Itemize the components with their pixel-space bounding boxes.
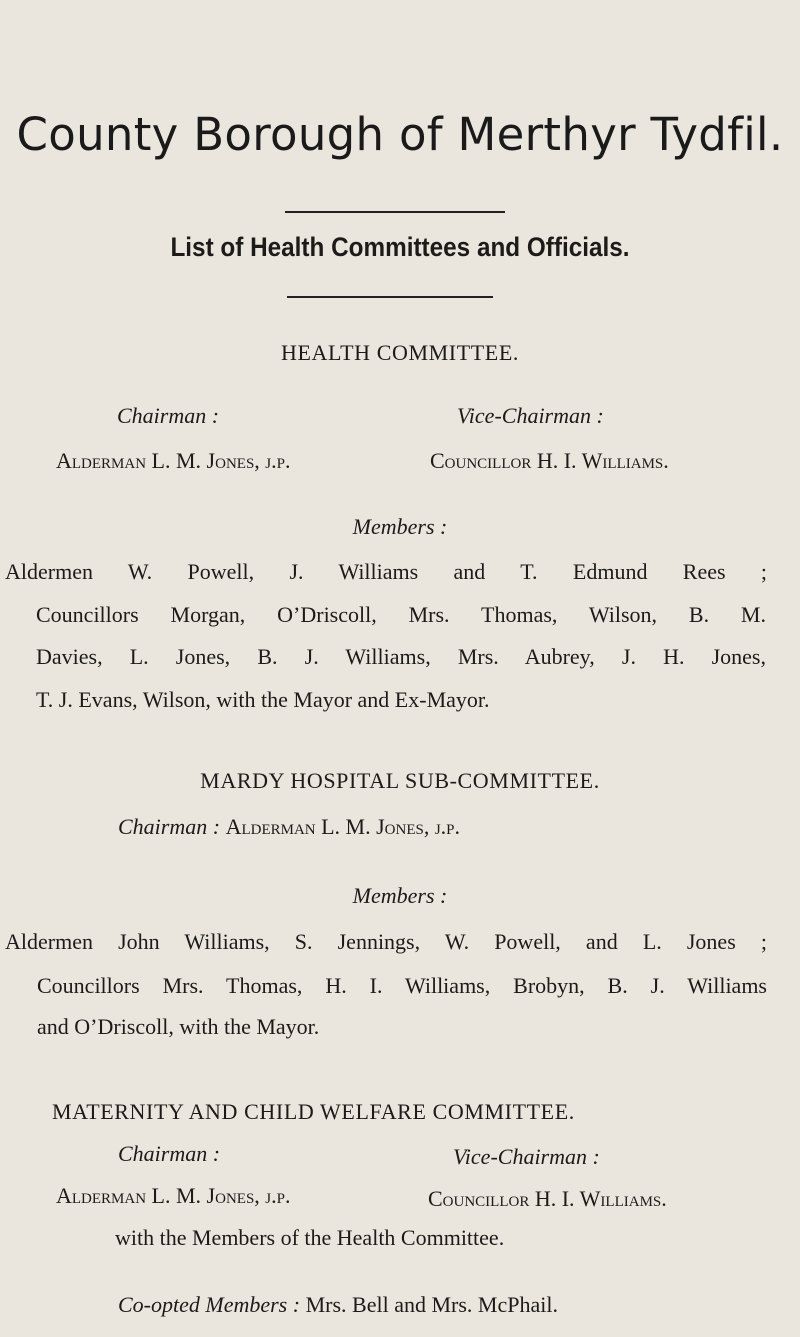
mardy-hospital-heading: MARDY HOSPITAL SUB-COMMITTEE. [200,768,600,793]
maternity-chairman-label: Chairman : [118,1141,221,1166]
maternity-members-note: with the Members of the Health Committee. [115,1225,505,1250]
health-vice-chairman-name: Councillor H. I. Williams. [430,448,669,473]
maternity-coopted-names: Mrs. Bell and Mrs. McPhail. [305,1292,558,1317]
health-members-line: Councillors Morgan, O’Driscoll, Mrs. Thomas, Wilson, B. M. [36,602,766,627]
maternity-vice-chairman-label: Vice-Chairman : [453,1144,600,1169]
health-committee-heading: HEALTH COMMITTEE. [281,340,519,365]
mardy-members-line: and O’Driscoll, with the Mayor. [37,1014,320,1039]
maternity-heading: MATERNITY AND CHILD WELFARE COMMITTEE. [52,1099,575,1124]
mardy-members-line: Aldermen John Williams, S. Jennings, W. Powell, and L. Jones ; [5,929,767,954]
health-members-line: Aldermen W. Powell, J. Williams and T. Edmund Rees ; [5,559,767,584]
health-members-line: Davies, L. Jones, B. J. Williams, Mrs. Aubrey, J. H. Jones, [36,644,766,669]
mardy-chairman-row [118,814,460,840]
health-chairman-label: Chairman : [117,403,220,428]
health-chairman-name: Alderman L. M. Jones, j.p. [56,448,291,473]
title-rule [285,211,505,213]
mardy-members-label: Members : [352,883,448,908]
subtitle-rule [287,296,493,298]
health-members-line: T. J. Evans, Wilson, with the Mayor and Ex-Mayor. [36,687,490,712]
document-subtitle: List of Health Committees and Officials. [170,232,630,262]
maternity-coopted-row [118,1292,558,1318]
maternity-vice-chairman-name: Councillor H. I. Williams. [428,1186,667,1211]
mardy-chairman-name: Alderman L. M. Jones, j.p. [225,814,461,839]
health-vice-chairman-label: Vice-Chairman : [457,403,604,428]
health-members-label: Members : [352,514,448,539]
maternity-chairman-name: Alderman L. M. Jones, j.p. [56,1183,291,1208]
document-title: County Borough of Merthyr Tydfil. [16,108,784,161]
maternity-coopted-label: Co-opted Members : [118,1292,301,1317]
mardy-members-line: Councillors Mrs. Thomas, H. I. Williams, Brobyn, B. J. Williams [37,973,767,998]
mardy-chairman-label: Chairman : [118,814,221,839]
